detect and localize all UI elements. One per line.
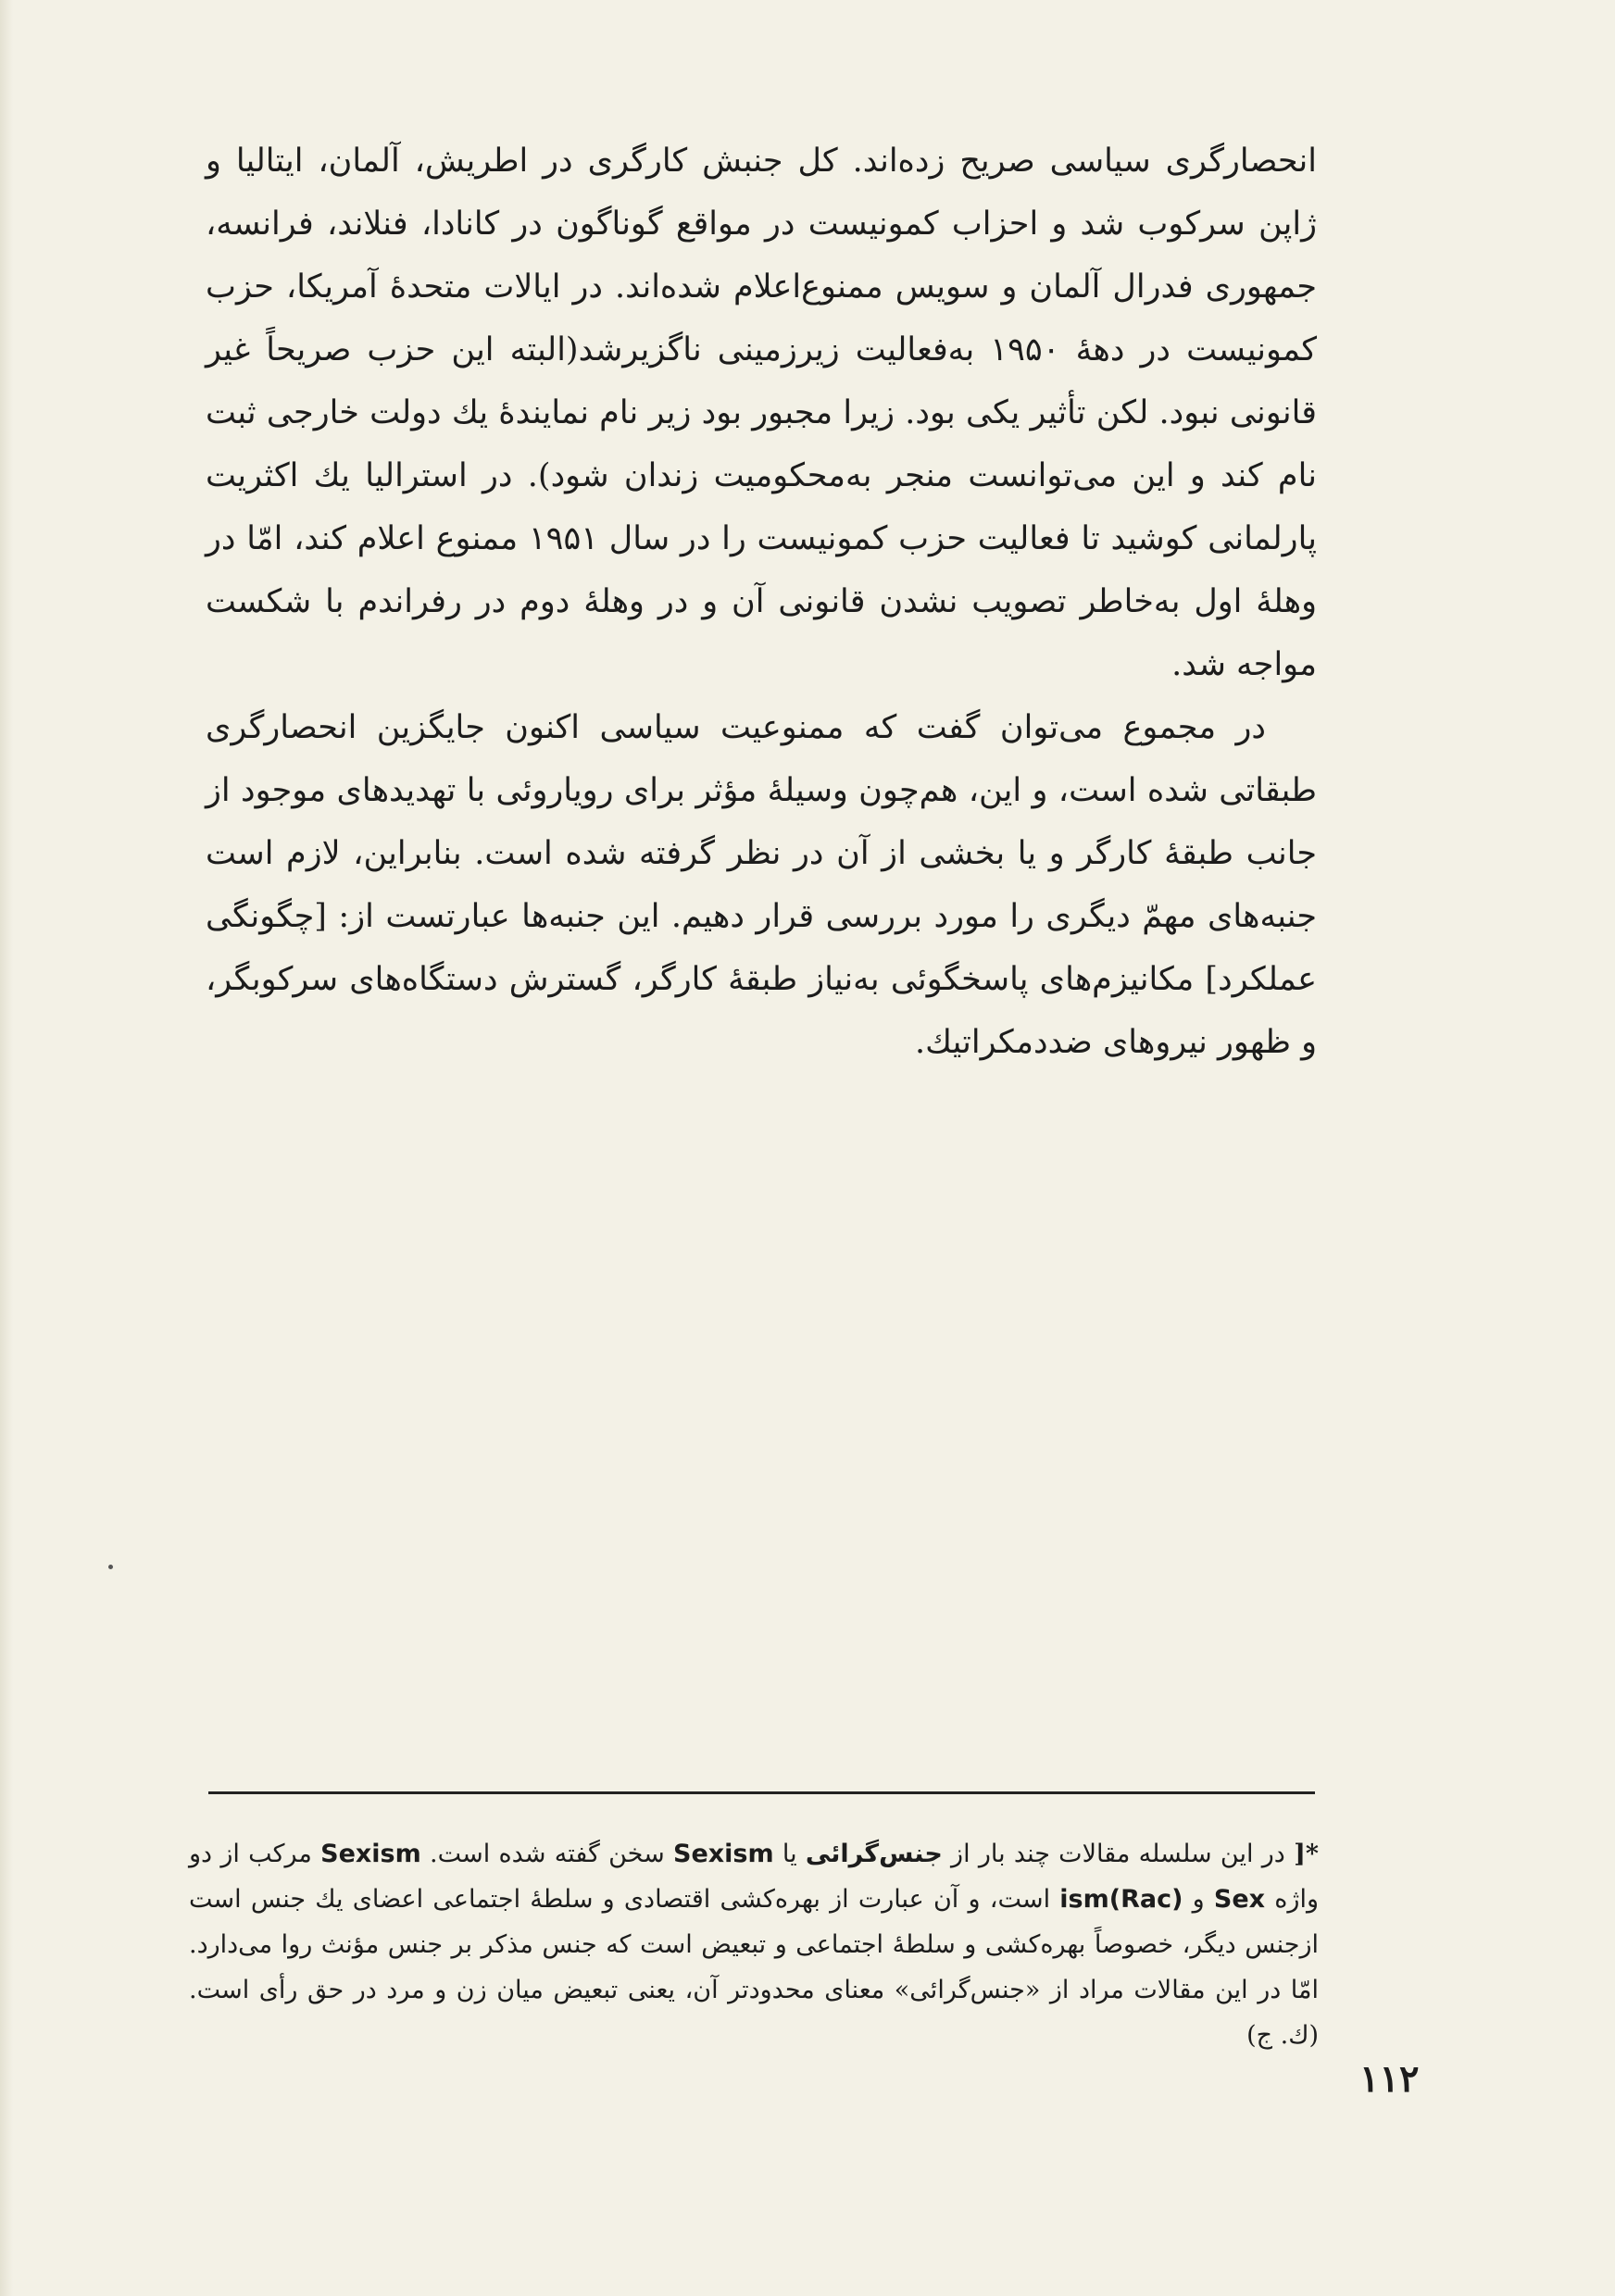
paper-speck xyxy=(108,1565,113,1569)
footnote-segment: و xyxy=(1183,1885,1214,1914)
body-text xyxy=(206,130,1317,1074)
page-number: ۱۱۲ xyxy=(1359,2057,1420,2101)
footnote-segment: در این سلسله مقالات چند بار از xyxy=(942,1840,1295,1868)
paragraph: در مجموع می‌توان گفت که ممنوعیت سیاسی اکنون جایگزین انحصارگری طبقاتی شده است، و این، هم‌چون وسیلهٔ مؤثر برای رویاروئی با تهدیدهای موجود از جانب طبقهٔ کارگر و یا بخشی از آن در نظر گرفته شده است. بنابراین، لازم است جنبه‌های مهمّ دیگری را مورد بررسی قرار دهیم. این جنبه‌ها عبارتست از: [چگونگی عملکرد] مکانیزم‌های پاسخگوئی به‌نیاز طبقهٔ کارگر، گسترش دستگاه‌های سرکوبگر، و ظهور نیروهای ضددمکراتیك. xyxy=(206,709,1317,1061)
footnote-term: Sexism xyxy=(673,1840,774,1868)
footnote-term: Sexism xyxy=(320,1840,421,1868)
footnote-segment: سخن گفته شده است. xyxy=(420,1840,673,1868)
footnote-segment: یا xyxy=(773,1840,806,1868)
footnote-marker: *[ xyxy=(1294,1840,1319,1868)
footnote-segment: مرکب از دو واژه xyxy=(189,1840,1319,1914)
footnote xyxy=(189,1831,1319,2058)
footnote-divider xyxy=(208,1791,1315,1794)
footnote-text xyxy=(189,1831,1319,2058)
paragraph: انحصارگری سیاسی صریح زده‌اند. کل جنبش کارگری در اطریش، آلمان، ایتالیا و ژاپن سرکوب شد و احزاب کمونیست در مواقع گوناگون در کانادا، فنلاند، فرانسه، جمهوری فدرال آلمان و سویس ممنوع‌اعلام شده‌اند. در ایالات متحدهٔ آمریکا، حزب کمونیست در دههٔ ۱۹۵۰ به‌فعالیت زیرزمینی ناگزیرشد(البته این حزب صریحاً غیر قانونی نبود. لکن تأثیر یکی بود. زیرا مجبور بود زیر نام نمایندهٔ یك دولت خارجی ثبت نام کند و این می‌توانست منجر به‌محکومیت زندان شود). در استرالیا یك اکثریت پارلمانی کوشید تا فعالیت حزب کمونیست را در سال ۱۹۵۱ ممنوع اعلام کند، امّا در وهلهٔ اول به‌خاطر تصویب نشدن قانونی آن و در وهلهٔ دوم در رفراندم با شکست مواجه شد. xyxy=(206,143,1317,683)
footnote-term: Sex xyxy=(1213,1885,1266,1914)
page-edge-shadow xyxy=(0,0,13,2296)
footnote-term: (Rac)ism xyxy=(1059,1885,1183,1914)
footnote-term: جنس‌گرائی xyxy=(805,1840,943,1868)
footnote-segment: است، و آن عبارت از بهره‌کشی اقتصادی و سلطهٔ اجتماعی اعضای یك جنس است ازجنس دیگر، خصوصاً بهره‌کشی و سلطهٔ اجتماعی و تبعیض است که جنس مذکر بر جنس مؤنث روا می‌دارد. امّا در این مقالات مراد از «جنس‌گرائی» معنای محدودتر آن، یعنی تبعیض میان زن و مرد در حق رأی است. (ك. ج) xyxy=(189,1885,1319,2050)
